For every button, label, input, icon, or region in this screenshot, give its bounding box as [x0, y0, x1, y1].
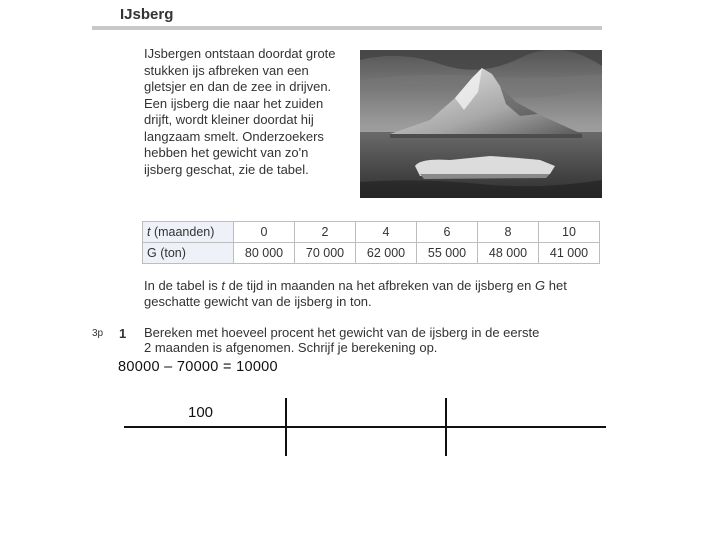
table-cell: 4 — [356, 222, 417, 243]
table-cell: 62 000 — [356, 243, 417, 264]
table-cell: 70 000 — [295, 243, 356, 264]
t-variable: t — [221, 278, 225, 293]
intro-line: gletsjer en dan de zee in drijven. — [144, 79, 332, 94]
table-cell: 2 — [295, 222, 356, 243]
intro-line: Een ijsberg die naar het zuiden — [144, 95, 324, 111]
text-span: het — [545, 278, 567, 293]
intro-line: langzaam smelt. Onderzoekers — [144, 128, 324, 144]
table-cell: 55 000 — [417, 243, 478, 264]
intro-line: drijft, wordt kleiner doordat hij — [144, 112, 314, 127]
t-unit: (maanden) — [150, 225, 215, 239]
intro-line: IJsbergen ontstaan doordat grote — [144, 46, 336, 61]
handwritten-calculation: 80000 – 70000 = 10000 — [118, 359, 278, 375]
text-span: In de tabel is — [144, 278, 222, 293]
table-cell: 80 000 — [234, 243, 295, 264]
text-span: de tijd in maanden na het afbreken van de ijsberg en — [224, 278, 535, 293]
intro-line: stukken ijs afbreken van een — [144, 62, 309, 78]
table-cell: 0 — [234, 222, 295, 243]
intro-line: hebben het gewicht van zo'n — [144, 145, 309, 160]
table-cell: 8 — [478, 222, 539, 243]
explanation-line: geschatte gewicht van de ijsberg in ton. — [144, 294, 372, 309]
question-line: 2 maanden is afgenomen. Schrijf je berekening op. — [144, 340, 438, 355]
page-title: IJsberg — [120, 6, 174, 23]
table-cell: 41 000 — [539, 243, 600, 264]
table-cell: 10 — [539, 222, 600, 243]
t-variable: t — [147, 225, 151, 239]
question-number: 1 — [119, 326, 127, 341]
table-header-g: G (ton) — [143, 243, 234, 264]
points-label: 3p — [92, 328, 104, 339]
handwritten-percentage: 100 — [188, 404, 214, 421]
table-cell: 6 — [417, 222, 478, 243]
intro-line: ijsberg geschat, zie de tabel. — [144, 161, 309, 177]
question-line: Bereken met hoeveel procent het gewicht van de ijsberg in de eerste — [144, 325, 540, 340]
g-variable: G — [535, 278, 546, 293]
table-cell: 48 000 — [478, 243, 539, 264]
